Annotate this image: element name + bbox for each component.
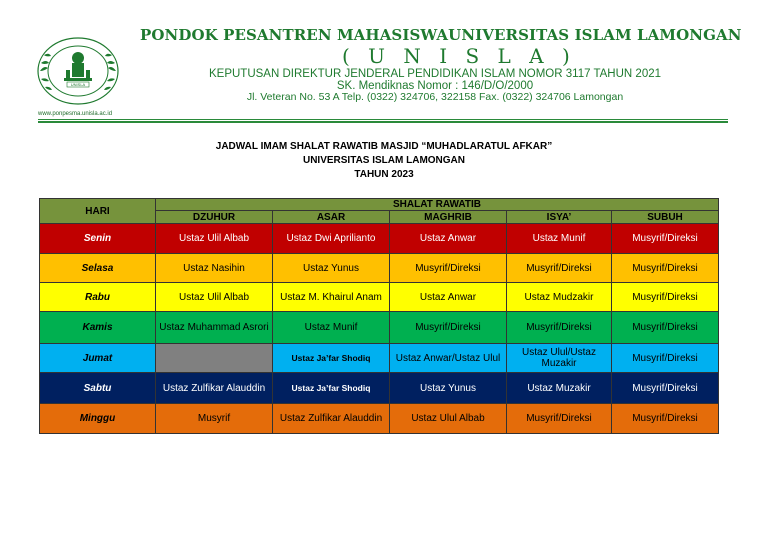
table-cell: Ustaz Ulul/Ustaz Muzakir [507,344,612,373]
table-cell: Ustaz Yunus [390,373,507,404]
table-cell: Musyrif/Direksi [612,283,719,312]
table-cell: Ustaz Anwar [390,224,507,254]
day-cell: Jumat [40,344,156,373]
header-isya: ISYA’ [507,211,612,224]
table-cell: Ustaz Zulfikar Alauddin [273,404,390,434]
table-cell: Ustaz Ja’far Shodiq [273,344,390,373]
table-row [40,283,719,312]
schedule-table [39,198,719,434]
table-cell: Ustaz Nasihin [156,254,273,283]
address-line: Jl. Veteran No. 53 A Telp. (0322) 324706, 322158 Fax. (0322) 324706 Lamongan [246,91,624,103]
day-cell: Kamis [40,312,156,344]
empty-cell [156,344,273,373]
table-cell: Ustaz Ulul Albab [390,404,507,434]
table-cell: Musyrif [156,404,273,434]
schedule-year: TAHUN 2023 [354,169,414,180]
logo-label: UNISLA [70,82,86,87]
table-cell: Musyrif/Direksi [507,312,612,344]
table-row [40,312,719,344]
table-row [40,254,719,283]
table-cell: Ustaz Anwar/Ustaz Ulul [390,344,507,373]
table-cell: Musyrif/Direksi [612,224,719,254]
table-cell: Musyrif/Direksi [612,344,719,373]
header-subuh: SUBUH [612,211,719,224]
website-url: www.ponpesma.unisla.ac.id [38,111,113,117]
header-divider-thick [38,121,728,123]
table-cell: Ustaz Munif [273,312,390,344]
table-cell: Musyrif/Direksi [390,312,507,344]
table-cell: Ustaz Zulfikar Alauddin [156,373,273,404]
institution-acronym: ( U N I S L A ) [342,44,576,68]
day-cell: Rabu [40,283,156,312]
table-cell: Musyrif/Direksi [507,404,612,434]
day-cell: Senin [40,224,156,254]
header-shalat-rawatib: SHALAT RAWATIB [156,199,719,211]
table-cell: Ustaz Dwi Aprilianto [273,224,390,254]
header-day: HARI [40,199,156,224]
institution-name: PONDOK PESANTREN MAHASISWAUNIVERSITAS ISLAM LAMONGAN [140,26,742,44]
table-cell: Ustaz Muhammad Asrori [156,312,273,344]
table-cell: Musyrif/Direksi [612,373,719,404]
table-cell: Ustaz Anwar [390,283,507,312]
institution-logo [36,36,120,106]
table-cell: Ustaz M. Khairul Anam [273,283,390,312]
table-cell: Ustaz Ulil Albab [156,283,273,312]
table-cell: Ustaz Ja’far Shodiq [273,373,390,404]
decree-line: KEPUTUSAN DIREKTUR JENDERAL PENDIDIKAN ISLAM NOMOR 3117 TAHUN 2021 [208,68,662,80]
header-maghrib: MAGHRIB [390,211,507,224]
day-cell: Selasa [40,254,156,283]
sk-line: SK. Mendiknas Nomor : 146/D/O/2000 [336,80,534,92]
table-cell: Ustaz Yunus [273,254,390,283]
table-cell: Musyrif/Direksi [507,254,612,283]
table-row [40,373,719,404]
table-cell: Ustaz Mudzakir [507,283,612,312]
table-cell: Ustaz Munif [507,224,612,254]
table-row [40,224,719,254]
table-cell: Ustaz Muzakir [507,373,612,404]
table-cell: Musyrif/Direksi [612,254,719,283]
table-cell: Musyrif/Direksi [612,312,719,344]
header-dzuhur: DZUHUR [156,211,273,224]
table-row [40,404,719,434]
schedule-subtitle: UNIVERSITAS ISLAM LAMONGAN [302,155,466,166]
table-cell: Ustaz Ulil Albab [156,224,273,254]
table-cell: Musyrif/Direksi [612,404,719,434]
day-cell: Minggu [40,404,156,434]
day-cell: Sabtu [40,373,156,404]
header-asar: ASAR [273,211,390,224]
table-cell: Musyrif/Direksi [390,254,507,283]
schedule-title: JADWAL IMAM SHALAT RAWATIB MASJID “MUHADLARATUL AFKAR” [215,141,553,152]
header-divider [38,119,728,120]
table-row [40,344,719,373]
